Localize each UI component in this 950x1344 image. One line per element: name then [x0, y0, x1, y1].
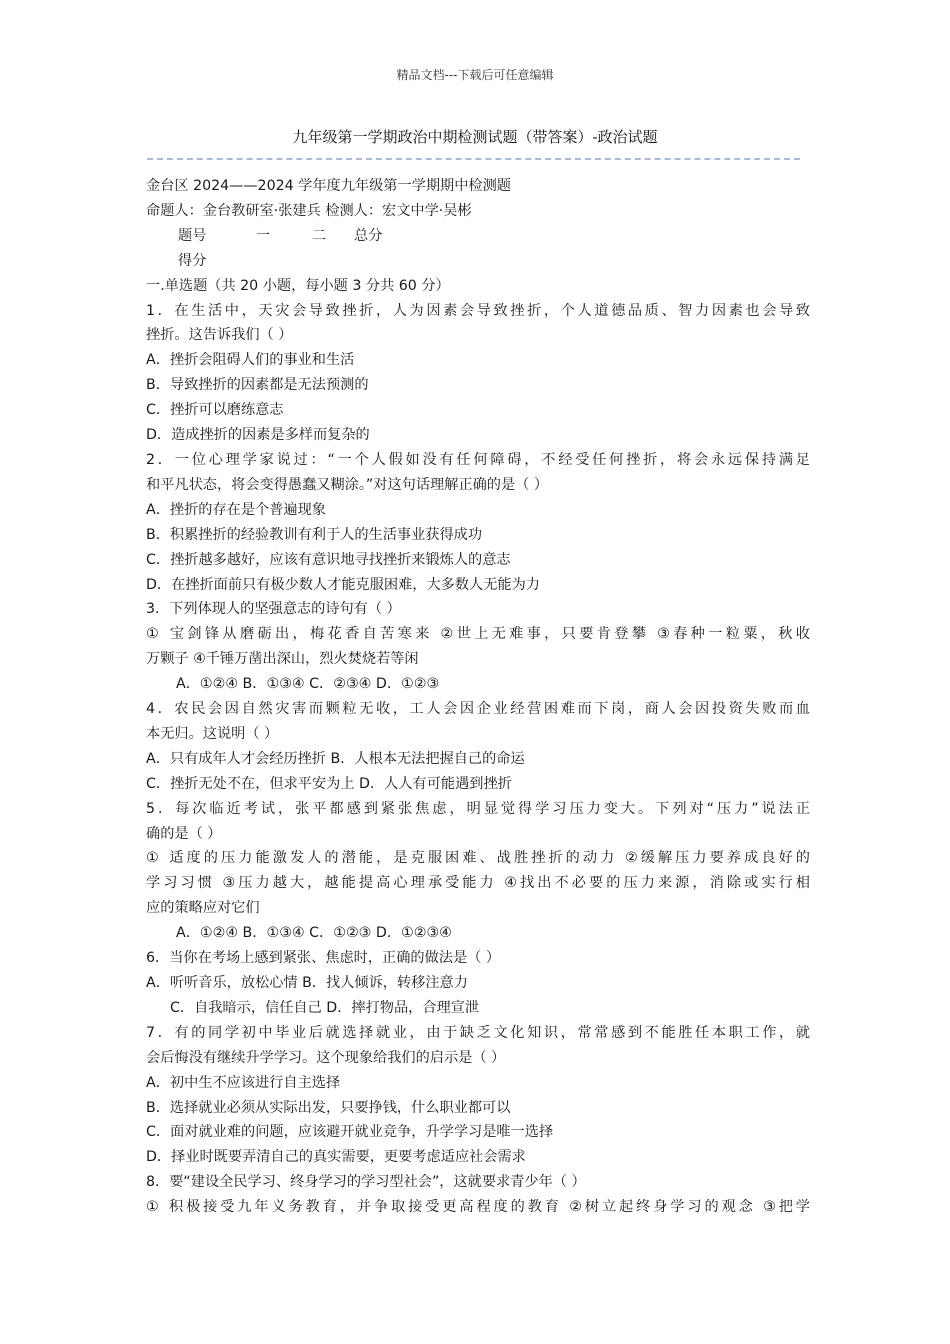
answer-option: C．挫折越多越好，应该有意识地寻找挫折来锻炼人的意志 — [146, 551, 511, 568]
answer-option: C．挫折可以磨练意志 — [146, 402, 284, 419]
answer-option: A．初中生不应该进行自主选择 — [146, 1074, 341, 1091]
exam-title-line: 金台区 2024——2024 学年度九年级第一学期期中检测题 — [146, 178, 511, 194]
answer-option: A．挫折会阻碍人们的事业和生活 — [146, 352, 355, 369]
score-table-row-label: 得分 — [178, 252, 207, 269]
question-stem: 5．每次临近考试，张平都感到紧张焦虑，明显觉得学习压力变大。下列对“压力”说法正 — [146, 800, 810, 817]
score-header-cell: 二 — [312, 227, 327, 244]
answer-option: B．选择就业必须从实际出发，只要挣钱，什么职业都可以 — [146, 1099, 511, 1116]
dashed-divider — [147, 158, 800, 160]
answer-option: D．造成挫折的因素是多样而复杂的 — [146, 427, 370, 444]
score-header-cell: 一 — [256, 227, 271, 244]
document-body — [146, 174, 810, 1220]
answer-option: C．挫折无处不在，但求平安为上 D．人人有可能遇到挫折 — [146, 775, 512, 792]
question-stem: 2．一位心理学家说过：“一个人假如没有任何障碍，不经受任何挫折，将会永远保持满足 — [146, 451, 810, 468]
answer-choices: A．①②④ B．①③④ C．①②③ D．①②③④ — [176, 925, 452, 942]
answer-option: B．积累挫折的经验教训有利于人的生活事业获得成功 — [146, 526, 483, 543]
score-header-cell: 题号 — [178, 227, 207, 244]
question-stem: 6．当你在考场上感到紧张、焦虑时，正确的做法是（ ） — [146, 950, 501, 967]
score-table-header — [146, 224, 810, 249]
answer-option: D．择业时既要弄清自己的真实需要，更要考虑适应社会需求 — [146, 1149, 526, 1166]
answer-option: B．导致挫折的因素都是无法预测的 — [146, 377, 369, 394]
question-items: 万颗子 ④千锤万凿出深山，烈火焚烧若等闲 — [146, 651, 419, 668]
question-items: 应的策略应对它们 — [146, 900, 260, 917]
watermark-text: 精品文档---下载后可任意编辑 — [396, 68, 554, 82]
question-stem: 确的是（ ） — [146, 825, 222, 842]
document-title: 九年级第一学期政治中期检测试题（带答案）-政治试题 — [292, 128, 658, 146]
answer-option: A．只有成年人才会经历挫折 B．人根本无法把握自己的命运 — [146, 750, 525, 767]
question-stem: 会后悔没有继续升学学习。这个现象给我们的启示是（ ） — [146, 1049, 506, 1066]
question-stem: 和平凡状态，将会变得愚蠢又糊涂。”对这句话理解正确的是（ ） — [146, 476, 549, 493]
question-stem: 挫折。这告诉我们（ ） — [146, 327, 293, 344]
question-items: ① 积极接受九年义务教育，并争取接受更高程度的教育 ②树立起终身学习的观念 ③把学 — [146, 1199, 810, 1216]
question-stem: 1．在生活中，天灾会导致挫折，人为因素会导致挫折，个人道德品质、智力因素也会导致 — [146, 302, 810, 319]
answer-option: C．自我暗示，信任自己 D．摔打物品，合理宣泄 — [170, 999, 480, 1016]
question-stem: 本无归。这说明（ ） — [146, 725, 279, 742]
question-items: ① 宝剑锋从磨砺出，梅花香自苦寒来 ②世上无难事，只要肯登攀 ③春种一粒粟，秋收 — [146, 626, 810, 643]
answer-choices: A．①②④ B．①③④ C．②③④ D．①②③ — [176, 676, 440, 693]
section-heading: 一.单选题（共 20 小题，每小题 3 分共 60 分） — [146, 277, 450, 294]
score-header-cell: 总分 — [354, 227, 383, 244]
question-stem: 7．有的同学初中毕业后就选择就业，由于缺乏文化知识，常常感到不能胜任本职工作，就 — [146, 1024, 810, 1041]
answer-option: C．面对就业难的问题，应该避开就业竞争，升学学习是唯一选择 — [146, 1124, 554, 1141]
answer-option: A．听听音乐，放松心情 B．找人倾诉，转移注意力 — [146, 975, 468, 991]
question-stem: 8．要“建设全民学习、终身学习的学习型社会”，这就要求青少年（ ） — [146, 1174, 586, 1191]
authors-line: 命题人：金台教研室·张建兵 检测人：宏文中学·吴彬 — [146, 202, 472, 219]
question-stem: 3．下列体现人的坚强意志的诗句有（ ） — [146, 601, 401, 618]
answer-option: D．在挫折面前只有极少数人才能克服困难，大多数人无能为力 — [146, 576, 540, 593]
question-items: 学习习惯 ③压力越大，越能提高心理承受能力 ④找出不必要的压力来源，消除或实行相 — [146, 875, 810, 892]
answer-option: A．挫折的存在是个普遍现象 — [146, 501, 326, 518]
question-items: ① 适度的压力能激发人的潜能，是克服困难、战胜挫折的动力 ②缓解压力要养成良好的 — [146, 850, 810, 867]
question-stem: 4．农民会因自然灾害而颗粒无收，工人会因企业经营困难而下岗，商人会因投资失败而血 — [146, 701, 810, 718]
